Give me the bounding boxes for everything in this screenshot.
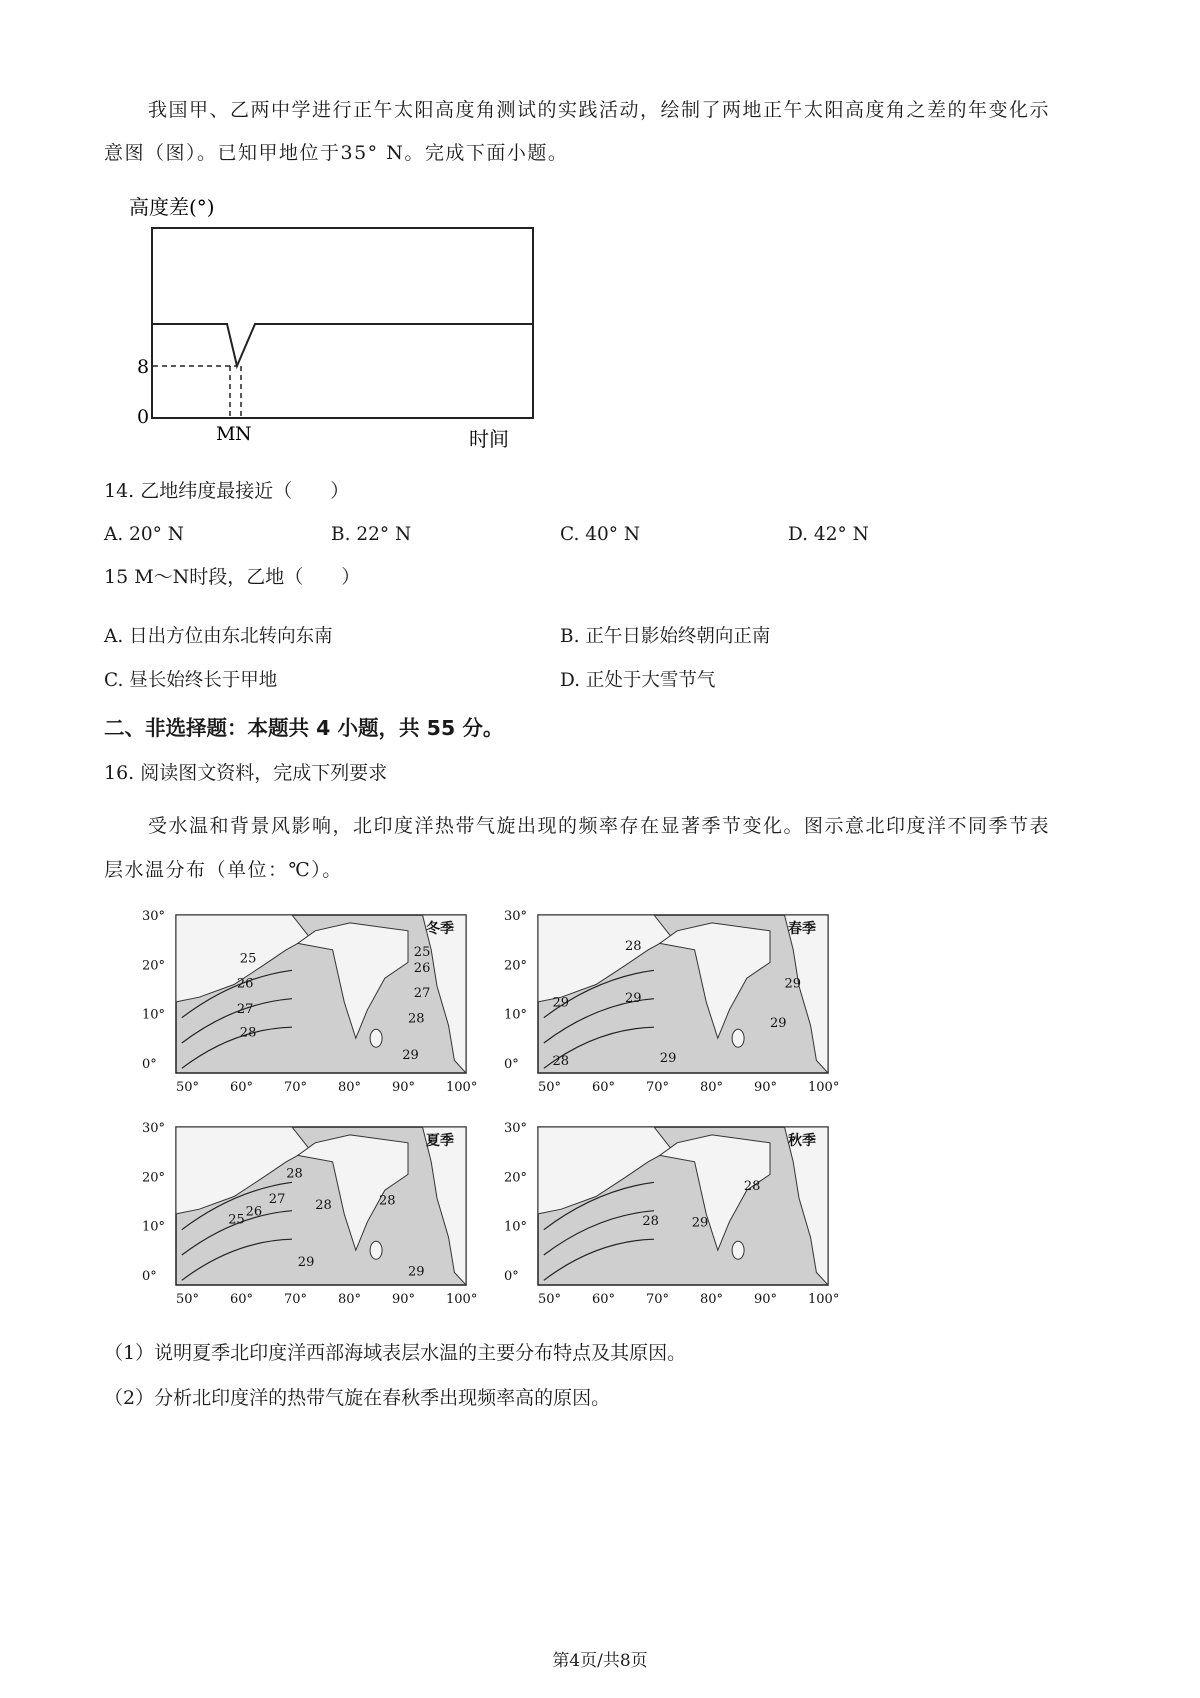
isotherm-label: 27: [413, 986, 431, 1002]
y-tick-0: 0: [137, 406, 150, 428]
q16-material-line-2: 层水温分布（单位：℃）。: [104, 859, 343, 881]
isotherm-label: 29: [625, 990, 642, 1006]
chart-ylabel: 高度差(°): [129, 195, 215, 219]
longitude-label: 60°: [592, 1080, 616, 1095]
sri-lanka-land: [732, 1029, 744, 1047]
q16-stem: 16. 阅读图文资料，完成下列要求: [104, 762, 388, 784]
longitude-label: 50°: [176, 1080, 200, 1095]
season-label: 夏季: [426, 1133, 454, 1149]
q14-option-d[interactable]: D. 42° N: [788, 524, 869, 545]
season-label: 秋季: [788, 1133, 816, 1149]
longitude-label: 70°: [284, 1292, 308, 1307]
isotherm-label: 28: [642, 1213, 659, 1229]
q16-material-line-1: 受水温和背景风影响，北印度洋热带气旋出现的频率存在显著季节变化。图示意北印度洋不同季节表: [148, 815, 1051, 837]
intro-line-1: 我国甲、乙两中学进行正午太阳高度角测试的实践活动，绘制了两地正午太阳高度角之差的年变化示: [148, 99, 1051, 121]
q15-option-a[interactable]: A. 日出方位由东北转向东南: [104, 626, 333, 647]
isotherm-label: 29: [297, 1255, 315, 1271]
altitude-curve: [153, 324, 532, 366]
longitude-label: 100°: [446, 1292, 478, 1307]
q16-sub-2: （2）分析北印度洋的热带气旋在春秋季出现频率高的原因。: [104, 1387, 611, 1409]
sst-maps: [118, 905, 848, 1325]
longitude-label: 80°: [338, 1292, 362, 1307]
longitude-label: 90°: [392, 1292, 416, 1307]
isotherm-label: 26: [413, 960, 431, 976]
longitude-label: 50°: [538, 1080, 562, 1095]
latitude-label: 30°: [504, 1121, 528, 1136]
latitude-label: 30°: [142, 909, 166, 924]
latitude-label: 30°: [504, 909, 528, 924]
section-2-heading: 二、非选择题：本题共 4 小题，共 55 分。: [104, 716, 504, 740]
sri-lanka-land: [370, 1241, 382, 1259]
latitude-label: 20°: [142, 1170, 166, 1186]
isotherm-label: 26: [245, 1204, 263, 1220]
latitude-label: 10°: [142, 1007, 166, 1023]
latitude-label: 0°: [504, 1269, 519, 1284]
longitude-label: 70°: [646, 1080, 670, 1095]
longitude-label: 100°: [808, 1080, 840, 1095]
longitude-label: 70°: [646, 1292, 670, 1307]
page-footer: 第4页/共8页: [552, 1651, 648, 1671]
chart-xlabel: 时间: [469, 427, 509, 451]
isotherm-label: 27: [236, 1001, 254, 1017]
sst-maps-svg: [118, 905, 848, 1325]
x-marker-m: M: [216, 423, 236, 445]
isotherm-label: 29: [659, 1050, 677, 1066]
altitude-difference-chart: [115, 190, 545, 460]
isotherm-label: 28: [286, 1166, 303, 1182]
longitude-label: 100°: [808, 1292, 840, 1307]
longitude-label: 90°: [754, 1080, 778, 1095]
season-label: 春季: [788, 921, 816, 937]
isotherm-label: 28: [552, 1054, 570, 1070]
intro-line-2: 意图（图）。已知甲地位于35° N。完成下面小题。: [104, 142, 569, 164]
longitude-label: 60°: [230, 1292, 254, 1307]
latitude-label: 20°: [142, 958, 166, 974]
latitude-label: 0°: [504, 1057, 519, 1072]
isotherm-label: 28: [408, 1011, 425, 1027]
isotherm-label: 26: [236, 976, 254, 992]
latitude-label: 10°: [142, 1219, 166, 1235]
longitude-label: 80°: [700, 1292, 724, 1307]
longitude-label: 90°: [754, 1292, 778, 1307]
isotherm-label: 27: [268, 1191, 286, 1207]
q14-stem: 14. 乙地纬度最接近（ ）: [104, 480, 350, 502]
isotherm-label: 25: [413, 945, 431, 961]
isotherm-label: 25: [228, 1212, 245, 1228]
isotherm-label: 28: [743, 1179, 761, 1195]
latitude-label: 0°: [142, 1057, 157, 1072]
q14-option-c[interactable]: C. 40° N: [560, 524, 641, 545]
latitude-label: 10°: [504, 1219, 528, 1235]
isotherm-label: 28: [625, 938, 642, 954]
longitude-label: 50°: [538, 1292, 562, 1307]
isotherm-label: 29: [552, 995, 570, 1011]
latitude-label: 30°: [142, 1121, 166, 1136]
latitude-label: 10°: [504, 1007, 528, 1023]
q15-option-c[interactable]: C. 昼长始终长于甲地: [104, 670, 278, 691]
y-tick-8: 8: [137, 356, 150, 378]
q15-stem: 15 M～N时段，乙地（ ）: [104, 566, 361, 588]
isotherm-label: 25: [239, 951, 257, 967]
isotherm-label: 28: [315, 1198, 332, 1214]
longitude-label: 100°: [446, 1080, 478, 1095]
q16-sub-1: （1）说明夏季北印度洋西部海域表层水温的主要分布特点及其原因。: [104, 1342, 687, 1364]
x-marker-n: N: [235, 423, 252, 445]
longitude-label: 90°: [392, 1080, 416, 1095]
q14-option-a[interactable]: A. 20° N: [104, 524, 184, 545]
latitude-label: 0°: [142, 1269, 157, 1284]
longitude-label: 80°: [338, 1080, 362, 1095]
isotherm-label: 29: [770, 1016, 787, 1032]
isotherm-label: 29: [408, 1264, 425, 1280]
q14-option-b[interactable]: B. 22° N: [331, 524, 412, 545]
q15-option-d[interactable]: D. 正处于大雪节气: [560, 670, 716, 691]
latitude-label: 20°: [504, 958, 528, 974]
isotherm-label: 28: [379, 1193, 396, 1209]
isotherm-label: 28: [239, 1025, 257, 1041]
isotherm-label: 29: [784, 976, 802, 992]
longitude-label: 80°: [700, 1080, 724, 1095]
longitude-label: 50°: [176, 1292, 200, 1307]
isotherm-label: 29: [402, 1047, 419, 1063]
isotherm-label: 29: [691, 1215, 709, 1231]
sri-lanka-land: [370, 1029, 382, 1047]
q15-option-b[interactable]: B. 正午日影始终朝向正南: [560, 626, 771, 647]
longitude-label: 60°: [592, 1292, 616, 1307]
sri-lanka-land: [732, 1241, 744, 1259]
season-label: 冬季: [426, 921, 454, 937]
longitude-label: 60°: [230, 1080, 254, 1095]
longitude-label: 70°: [284, 1080, 308, 1095]
latitude-label: 20°: [504, 1170, 528, 1186]
